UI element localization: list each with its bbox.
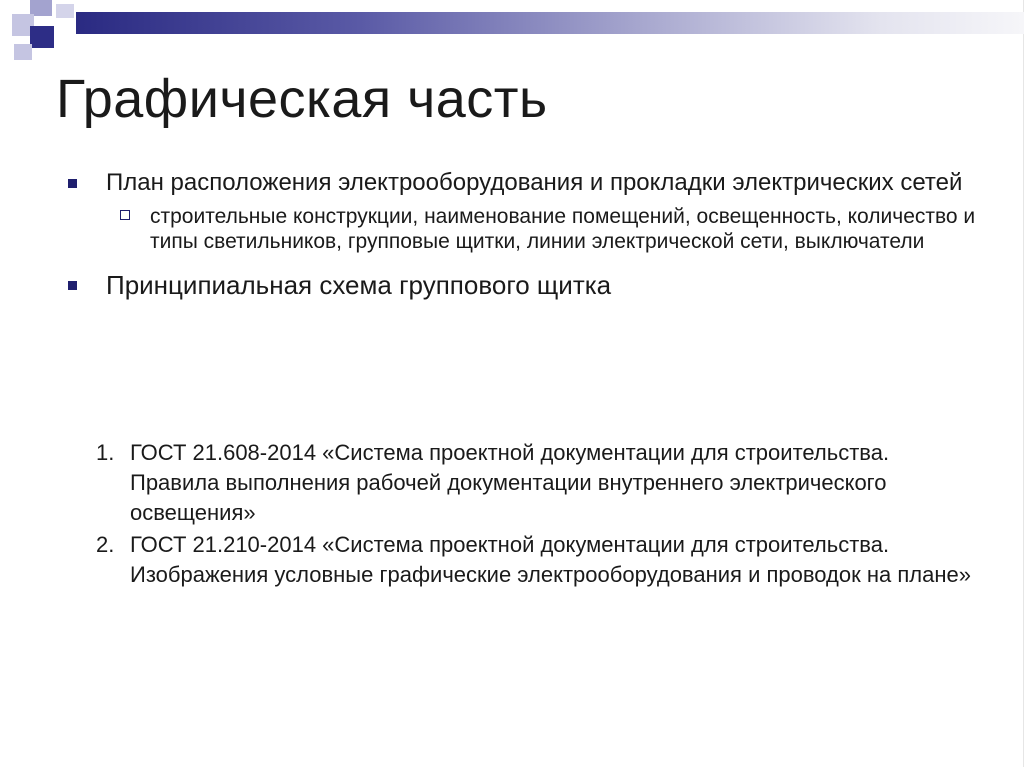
bullet-text: План расположения электрооборудования и прокладки электрических сетей	[106, 169, 963, 196]
reference-list	[96, 438, 976, 592]
bullet-item	[64, 168, 1014, 198]
bullet-text: Принципиальная схема группового щитка	[106, 270, 612, 300]
sub-bullet-item	[150, 204, 1014, 254]
decor-square	[30, 26, 54, 48]
square-bullet-icon	[68, 179, 77, 188]
reference-item	[96, 530, 976, 590]
sub-bullet-text: строительные конструкции, наименование помещений, освещенность, количество и типы светильников, групповые щитки, линии электрической сети, выключатели	[150, 205, 976, 253]
bullet-item	[64, 268, 1014, 302]
reference-text: ГОСТ 21.608-2014 «Система проектной документации для строительства. Правила выполнения рабочей документации внутреннего электрического освещения»	[130, 440, 890, 525]
square-bullet-icon	[68, 281, 77, 290]
slide-title: Графическая часть	[56, 69, 548, 129]
decor-square	[14, 44, 32, 60]
reference-number: 1.	[96, 440, 115, 465]
decor-square	[56, 4, 74, 18]
reference-number: 2.	[96, 532, 115, 557]
reference-item	[96, 438, 976, 528]
reference-text: ГОСТ 21.210-2014 «Система проектной документации для строительства. Изображения условные графические электрооборудования и проводок на плане»	[130, 532, 971, 587]
header-gradient-bar	[76, 12, 1024, 34]
hollow-square-bullet-icon	[120, 210, 130, 220]
bullet-list	[64, 168, 1014, 302]
